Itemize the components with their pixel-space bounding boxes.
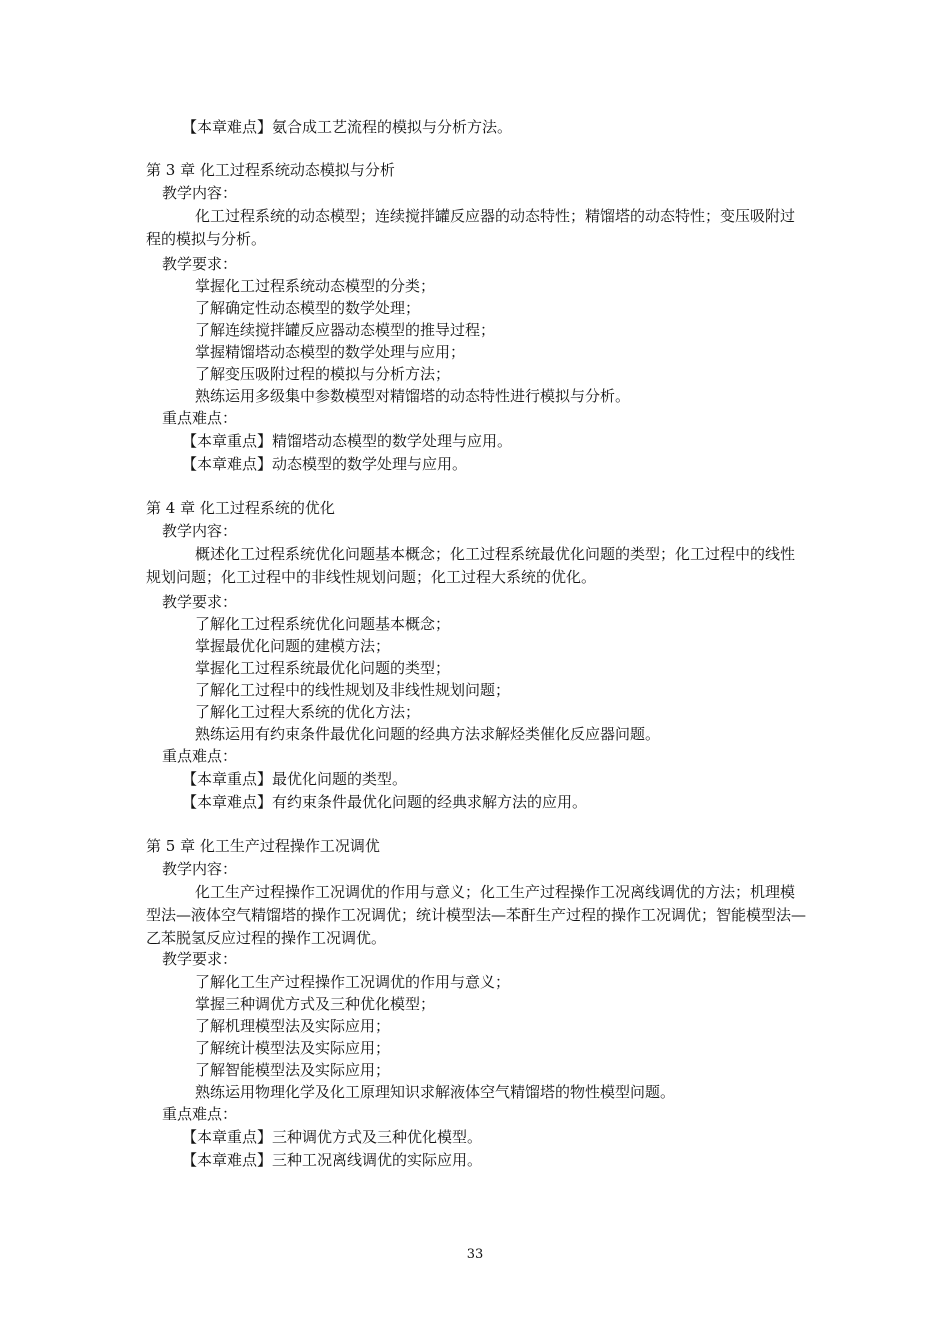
ch3-content-label: 教学内容：: [162, 184, 238, 202]
ch4-content-label: 教学内容：: [162, 522, 238, 540]
ch3-req-label: 教学要求：: [162, 255, 238, 273]
ch4-req-item: 了解化工过程中的线性规划及非线性规划问题；: [195, 681, 511, 699]
ch5-key-label: 重点难点：: [162, 1105, 238, 1123]
page-number: 33: [466, 1247, 484, 1262]
ch5-req-item: 熟练运用物理化学及化工原理知识求解液体空气精馏塔的物性模型问题。: [195, 1083, 676, 1101]
ch3-req-item: 掌握化工过程系统动态模型的分类；: [195, 277, 436, 295]
ch3-key: 【本章重点】精馏塔动态模型的数学处理与应用。: [182, 432, 513, 450]
ch5-difficulty: 【本章难点】三种工况离线调优的实际应用。: [182, 1151, 483, 1169]
ch4-difficulty: 【本章难点】有约束条件最优化问题的经典求解方法的应用。: [182, 793, 588, 811]
ch3-content: 化工过程系统的动态模型；连续搅拌罐反应器的动态特性；精馏塔的动态特性；变压吸附过程的模拟与分析。: [146, 207, 796, 248]
chapter-3-title: 第 3 章 化工过程系统动态模拟与分析: [146, 161, 395, 179]
ch4-req-label: 教学要求：: [162, 593, 238, 611]
ch4-content: 概述化工过程系统优化问题基本概念；化工过程系统最优化问题的类型；化工过程中的线性规划问题；化工过程中的非线性规划问题；化工过程大系统的优化。: [146, 545, 796, 586]
chapter-4-title: 第 4 章 化工过程系统的优化: [146, 499, 335, 517]
ch5-content-label: 教学内容：: [162, 860, 238, 878]
ch4-key-label: 重点难点：: [162, 747, 238, 765]
ch3-key-label: 重点难点：: [162, 409, 238, 427]
ch5-req-label: 教学要求：: [162, 950, 238, 968]
ch3-req-item: 了解确定性动态模型的数学处理；: [195, 299, 421, 317]
ch4-key: 【本章重点】最优化问题的类型。: [182, 770, 408, 788]
ch5-content: 化工生产过程操作工况调优的作用与意义；化工生产过程操作工况离线调优的方法；机理模型法—液体空气精馏塔的操作工况调优；统计模型法—苯酐生产过程的操作工况调优；智能模型法—乙苯脱氢反应过程的操作工况调优。: [146, 883, 807, 947]
ch4-req-item: 掌握最优化问题的建模方法；: [195, 637, 391, 655]
ch3-req-item: 了解变压吸附过程的模拟与分析方法；: [195, 365, 451, 383]
ch5-req-item: 掌握三种调优方式及三种优化模型；: [195, 995, 436, 1013]
chapter-5-title: 第 5 章 化工生产过程操作工况调优: [146, 837, 380, 855]
ch5-key: 【本章重点】三种调优方式及三种优化模型。: [182, 1128, 483, 1146]
ch3-req-item: 了解连续搅拌罐反应器动态模型的推导过程；: [195, 321, 496, 339]
ch4-req-item: 熟练运用有约束条件最优化问题的经典方法求解烃类催化反应器问题。: [195, 725, 661, 743]
ch5-req-item: 了解智能模型法及实际应用；: [195, 1061, 391, 1079]
ch2-difficulty: 【本章难点】氨合成工艺流程的模拟与分析方法。: [182, 118, 513, 136]
ch5-req-item: 了解化工生产过程操作工况调优的作用与意义；: [195, 973, 511, 991]
ch4-req-item: 了解化工过程大系统的优化方法；: [195, 703, 421, 721]
ch3-req-item: 熟练运用多级集中参数模型对精馏塔的动态特性进行模拟与分析。: [195, 387, 631, 405]
ch3-req-item: 掌握精馏塔动态模型的数学处理与应用；: [195, 343, 466, 361]
ch5-req-item: 了解统计模型法及实际应用；: [195, 1039, 391, 1057]
ch4-req-item: 掌握化工过程系统最优化问题的类型；: [195, 659, 451, 677]
ch3-difficulty: 【本章难点】动态模型的数学处理与应用。: [182, 455, 468, 473]
ch4-req-item: 了解化工过程系统优化问题基本概念；: [195, 615, 451, 633]
ch5-req-item: 了解机理模型法及实际应用；: [195, 1017, 391, 1035]
